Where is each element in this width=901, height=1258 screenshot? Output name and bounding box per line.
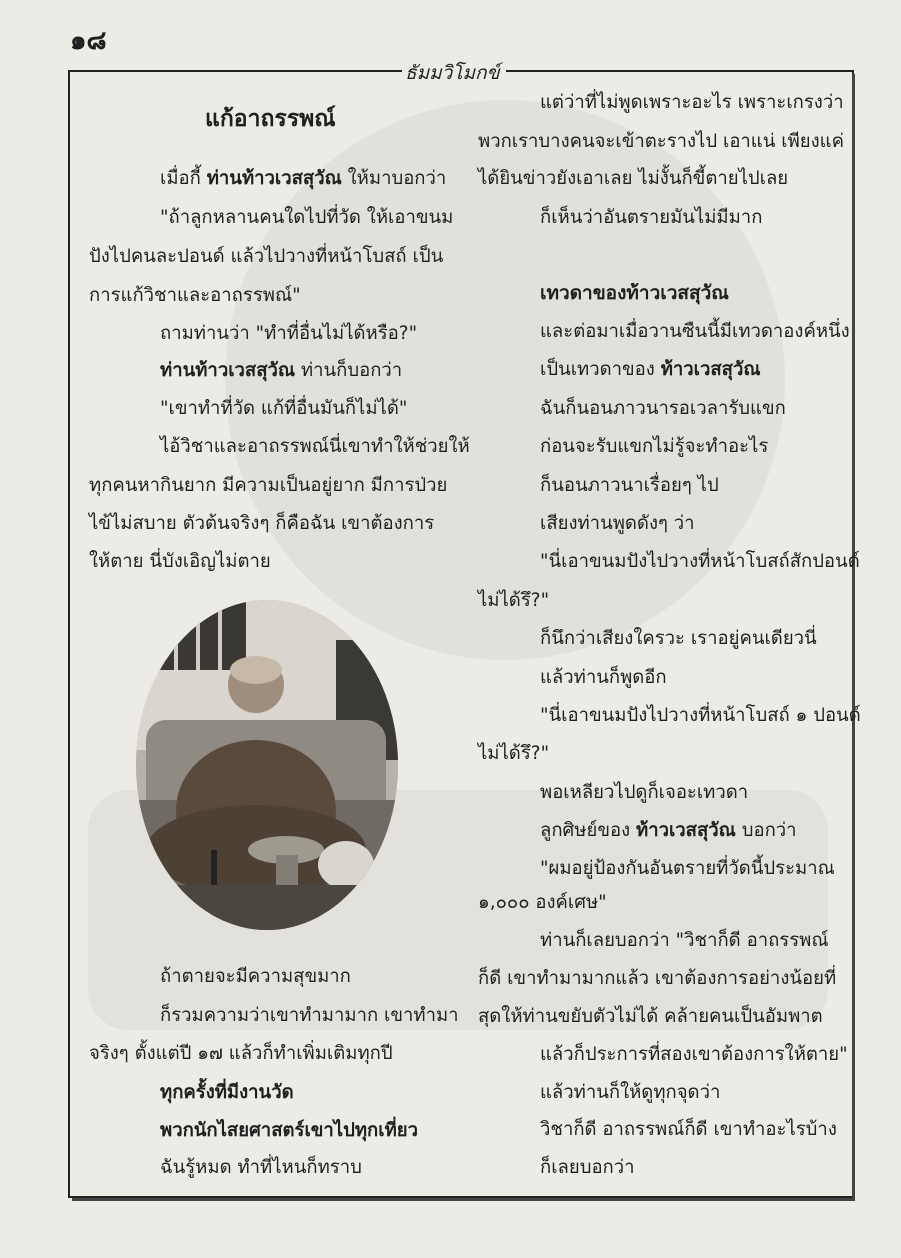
left-line: ฉันรู้หมด ทำที่ไหนก็ทราบ bbox=[160, 1157, 362, 1178]
left-line: พวกนักไสยศาสตร์เขาไปทุกเที่ยว bbox=[160, 1120, 418, 1141]
right-line: ก็นึกว่าเสียงใครวะ เราอยู่คนเดียวนี่ bbox=[540, 628, 817, 649]
right-line: ท่านก็เลยบอกว่า "วิชาก็ดี อาถรรพณ์ bbox=[540, 930, 829, 951]
left-line: เมื่อกี้ ท่านท้าวเวสสุวัณ ให้มาบอกว่า bbox=[160, 168, 447, 189]
right-line: แล้วท่านก็ให้ดูทุกจุดว่า bbox=[540, 1082, 721, 1103]
right-line: ก็ดี เขาทำมามากแล้ว เขาต้องการอย่างน้อยที่ bbox=[478, 968, 837, 989]
right-line: แต่ว่าที่ไม่พูดเพราะอะไร เพราะเกรงว่า bbox=[540, 92, 844, 113]
left-line: ปังไปคนละปอนด์ แล้วไปวางที่หน้าโบสถ์ เป็น bbox=[89, 246, 444, 267]
left-line: จริงๆ ตั้งแต่ปี ๑๗ แล้วก็ทำเพิ่มเติมทุกปี bbox=[89, 1043, 393, 1064]
right-line: พอเหลียวไปดูก็เจอะเทวดา bbox=[540, 782, 749, 803]
right-line: ฉันก็นอนภาวนารอเวลารับแขก bbox=[540, 398, 786, 419]
right-line: ก่อนจะรับแขกไม่รู้จะทำอะไร bbox=[540, 436, 769, 457]
left-line: ถ้าตายจะมีความสุขมาก bbox=[160, 966, 351, 987]
right-line: สุดให้ท่านขยับตัวไม่ได้ คล้ายคนเป็นอัมพาต bbox=[478, 1006, 823, 1027]
right-line: เสียงท่านพูดดังๆ ว่า bbox=[540, 513, 695, 534]
left-line: "เขาทำที่วัด แก้ที่อื่นมันก็ไม่ได้" bbox=[160, 398, 408, 419]
right-line: วิชาก็ดี อาถรรพณ์ก็ดี เขาทำอะไรบ้าง bbox=[540, 1119, 837, 1140]
right-line: ก็นอนภาวนาเรื่อยๆ ไป bbox=[540, 475, 719, 496]
right-line: ๑,๐๐๐ องค์เศษ" bbox=[478, 892, 607, 913]
right-line: ลูกศิษย์ของ ท้าวเวสสุวัณ บอกว่า bbox=[540, 820, 797, 841]
left-line: "ถ้าลูกหลานคนใดไปที่วัด ให้เอาขนม bbox=[160, 207, 454, 228]
monk-portrait-photo bbox=[136, 600, 398, 930]
left-line: ถามท่านว่า "ทำที่อื่นไม่ได้หรือ?" bbox=[160, 323, 418, 344]
section-heading-left: แก้อาถรรพณ์ bbox=[205, 106, 336, 132]
left-line: ไอ้วิชาและอาถรรพณ์นี่เขาทำให้ช่วยให้ bbox=[160, 436, 470, 457]
left-line: ทุกคนหากินยาก มีความเป็นอยู่ยาก มีการป่วย bbox=[89, 475, 448, 496]
left-line: ก็รวมความว่าเขาทำมามาก เขาทำมา bbox=[160, 1005, 459, 1026]
section-heading-right: เทวดาของท้าวเวสสุวัณ bbox=[540, 282, 729, 304]
left-line: ทุกครั้งที่มีงานวัด bbox=[160, 1082, 294, 1103]
right-line: ไม่ได้รึ?" bbox=[478, 590, 550, 611]
right-line: ไม่ได้รึ?" bbox=[478, 743, 550, 764]
left-line: ไข้ไม่สบาย ตัวต้นจริงๆ ก็คือฉัน เขาต้องการ bbox=[89, 513, 435, 534]
right-line: ก็เห็นว่าอันตรายมันไม่มีมาก bbox=[540, 207, 763, 228]
right-line: และต่อมาเมื่อวานซืนนี้มีเทวดาองค์หนึ่ง bbox=[540, 321, 850, 342]
right-line: เป็นเทวดาของ ท้าวเวสสุวัณ bbox=[540, 359, 761, 380]
frame-shadow-right bbox=[852, 74, 855, 1200]
running-header-title: ธัมมวิโมกข์ bbox=[405, 62, 500, 84]
right-line: ก็เลยบอกว่า bbox=[540, 1157, 635, 1178]
right-line: "นี่เอาขนมปังไปวางที่หน้าโบสถ์ ๑ ปอนด์ bbox=[540, 705, 861, 726]
page-number: ๑๘ bbox=[70, 26, 107, 56]
right-line: พวกเราบางคนจะเข้าตะรางไป เอาแน่ เพียงแค่ bbox=[478, 131, 844, 152]
monk-photo-illustration bbox=[136, 600, 398, 930]
right-line: แล้วท่านก็พูดอีก bbox=[540, 667, 667, 688]
left-line: การแก้วิชาและอาถรรพณ์" bbox=[89, 285, 301, 306]
frame-shadow-bottom bbox=[72, 1198, 855, 1201]
right-line: "นี่เอาขนมปังไปวางที่หน้าโบสถ์สักปอนด์ bbox=[540, 551, 860, 572]
right-line: "ผมอยู่ป้องกันอันตรายที่วัดนี้ประมาณ bbox=[540, 858, 835, 879]
right-line: แล้วก็ประการที่สองเขาต้องการให้ตาย" bbox=[540, 1044, 848, 1065]
right-line: ได้ยินข่าวยังเอาเลย ไม่งั้นก็ขี้ตายไปเลย bbox=[478, 168, 789, 189]
left-line: ให้ตาย นี่บังเอิญไม่ตาย bbox=[89, 551, 271, 572]
left-line: ท่านท้าวเวสสุวัณ ท่านก็บอกว่า bbox=[160, 360, 403, 381]
